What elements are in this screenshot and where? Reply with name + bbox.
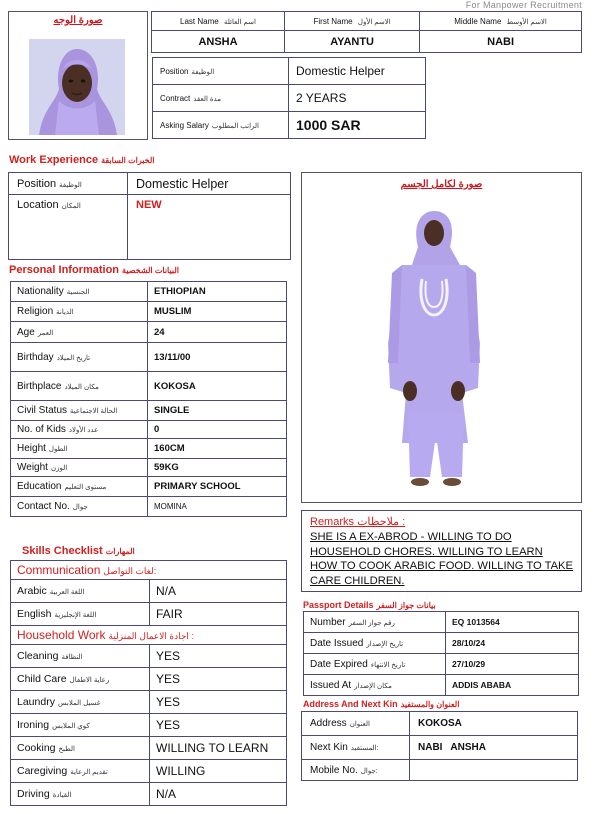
personal-info-value: MOMINA — [148, 497, 287, 517]
address-value: KOKOSA — [410, 712, 578, 736]
language-skill-value: FAIR — [150, 603, 287, 626]
salary-row — [153, 112, 426, 139]
personal-info-label: Weight الوزن — [11, 459, 148, 477]
passport-row — [304, 633, 579, 654]
household-skill-row — [11, 737, 287, 760]
personal-info-label: Contact No. جوال — [11, 497, 148, 517]
personal-info-table — [10, 281, 287, 517]
personal-info-value: KOKOSA — [148, 372, 287, 401]
we-position-label: Position الوظيفة — [9, 173, 128, 195]
personal-info-label: Education مستوى التعليم — [11, 477, 148, 497]
personal-info-label: Age العمر — [11, 322, 148, 343]
job-table — [152, 57, 426, 139]
language-skill-label: Arabic اللغة العربية — [11, 580, 150, 603]
household-skill-label: Child Care رعاية الاطفال — [11, 668, 150, 691]
household-skill-row — [11, 714, 287, 737]
personal-info-row — [11, 372, 287, 401]
personal-info-value: 24 — [148, 322, 287, 343]
personal-info-row — [11, 477, 287, 497]
passport-value: 27/10/29 — [446, 654, 579, 675]
remarks-text: SHE IS A EX-ABROD - WILLING TO DO HOUSEHOLD CHORES. WILLING TO LEARN HOW TO COOK ARABIC FOOD. WILLING TO TAKE CARE CHILDREN. — [310, 531, 573, 587]
passport-label: Date Issued تاريخ الإصدار — [304, 633, 446, 654]
remarks-title: Remarks ملاحظات : — [310, 516, 406, 528]
first-name-value: AYANTU — [285, 31, 420, 53]
skills-table — [10, 560, 287, 806]
address-label: Address العنوان — [302, 712, 410, 736]
personal-info-value: 13/11/00 — [148, 343, 287, 372]
household-skill-value: YES — [150, 691, 287, 714]
salary-value: 1000 SAR — [289, 112, 426, 139]
job-position-value: Domestic Helper — [289, 58, 426, 85]
next-kin-row — [302, 736, 578, 760]
body-photo-title: صورة لكامل الجسم — [400, 179, 483, 190]
mobile-value — [410, 760, 578, 781]
next-kin-label: Next Kin المستفيد: — [302, 736, 410, 760]
we-position-value: Domestic Helper — [128, 173, 291, 195]
household-skill-row — [11, 645, 287, 668]
passport-row — [304, 654, 579, 675]
passport-label: Issued At مكان الإصدار — [304, 675, 446, 696]
household-skill-row — [11, 783, 287, 806]
contract-label: Contract مدة العقد — [153, 85, 289, 112]
personal-info-label: Birthday تاريخ الميلاد — [11, 343, 148, 372]
personal-info-label: Birthplace مكان الميلاد — [11, 372, 148, 401]
personal-info-value: PRIMARY SCHOOL — [148, 477, 287, 497]
job-position-label: Position الوظيفة — [153, 58, 289, 85]
personal-info-value: ETHIOPIAN — [148, 282, 287, 302]
last-name-value: ANSHA — [152, 31, 285, 53]
personal-info-row — [11, 401, 287, 421]
household-skill-label: Cooking الطبخ — [11, 737, 150, 760]
contract-value: 2 YEARS — [289, 85, 426, 112]
mobile-row — [302, 760, 578, 781]
household-skill-label: Driving القيادة — [11, 783, 150, 806]
passport-value: EQ 1013564 — [446, 612, 579, 633]
language-skill-label: English اللغة الإنجليزية — [11, 603, 150, 626]
we-location-label: Location المكان — [9, 195, 128, 260]
passport-row — [304, 612, 579, 633]
work-experience-title: Work Experience الخبرات السابقة — [9, 154, 155, 166]
passport-label: Date Expired تاريخ الانتهاء — [304, 654, 446, 675]
contract-row — [153, 85, 426, 112]
passport-label: Number رقم جواز السفر — [304, 612, 446, 633]
personal-info-value: MUSLIM — [148, 302, 287, 322]
personal-info-row — [11, 421, 287, 439]
first-name-label: First Name الاسم الأول — [285, 12, 420, 31]
company-tagline: For Manpower Recruitment — [465, 0, 582, 10]
household-skill-value: WILLING — [150, 760, 287, 783]
personal-info-row — [11, 302, 287, 322]
next-kin-value: NABI ANSHA — [410, 736, 578, 760]
personal-info-row — [11, 322, 287, 343]
communication-heading: Communication لغات التواصل: — [11, 561, 287, 580]
household-skill-row — [11, 760, 287, 783]
mobile-label: Mobile No. جوال: — [302, 760, 410, 781]
passport-value: ADDIS ABABA — [446, 675, 579, 696]
passport-title: Passport Details بيانات جواز السفر — [303, 600, 436, 610]
passport-row — [304, 675, 579, 696]
personal-info-title: Personal Information البيانات الشخصية — [9, 264, 179, 276]
address-kin-title: Address And Next Kin العنوان والمستفيد — [303, 699, 460, 709]
personal-info-row — [11, 497, 287, 517]
personal-info-row — [11, 282, 287, 302]
household-skill-value: N/A — [150, 783, 287, 806]
household-skill-row — [11, 691, 287, 714]
face-photo — [29, 39, 125, 135]
body-photo — [362, 203, 512, 488]
face-photo-box — [8, 11, 148, 140]
personal-info-label: Height الطول — [11, 439, 148, 459]
personal-info-label: Religion الديانة — [11, 302, 148, 322]
skills-title: Skills Checklist المهارات — [22, 545, 135, 557]
body-photo-box — [301, 172, 582, 503]
household-skill-value: YES — [150, 668, 287, 691]
personal-info-label: No. of Kids عدد الأولاد — [11, 421, 148, 439]
personal-info-value: 0 — [148, 421, 287, 439]
household-skill-value: WILLING TO LEARN — [150, 737, 287, 760]
language-skill-row — [11, 603, 287, 626]
language-skill-value: N/A — [150, 580, 287, 603]
personal-info-value: SINGLE — [148, 401, 287, 421]
household-skill-label: Cleaning النظافة — [11, 645, 150, 668]
middle-name-label: Middle Name الاسم الأوسط — [420, 12, 582, 31]
personal-info-value: 160CM — [148, 439, 287, 459]
job-position-row — [153, 58, 426, 85]
salary-label: Asking Salary الراتب المطلوب — [153, 112, 289, 139]
personal-info-row — [11, 343, 287, 372]
personal-info-label: Civil Status الحالة الاجتماعية — [11, 401, 148, 421]
personal-info-value: 59KG — [148, 459, 287, 477]
we-location-value: NEW — [128, 195, 291, 260]
names-table — [151, 11, 582, 53]
work-experience-table — [8, 172, 291, 260]
household-heading-row — [11, 626, 287, 645]
last-name-label: Last Name اسم العائلة — [152, 12, 285, 31]
passport-value: 28/10/24 — [446, 633, 579, 654]
address-row — [302, 712, 578, 736]
address-kin-table — [301, 711, 578, 781]
household-skill-value: YES — [150, 645, 287, 668]
personal-info-row — [11, 459, 287, 477]
household-skill-value: YES — [150, 714, 287, 737]
face-photo-title: صورة الوجه — [53, 15, 103, 26]
household-heading: Household Work اجادة الاعمال المنزلية : — [11, 626, 287, 645]
passport-table — [303, 611, 579, 696]
household-skill-label: Caregiving تقديم الرعاية — [11, 760, 150, 783]
personal-info-label: Nationality الجنسية — [11, 282, 148, 302]
household-skill-row — [11, 668, 287, 691]
remarks-box — [301, 510, 582, 592]
language-skill-row — [11, 580, 287, 603]
household-skill-label: Laundry غسيل الملابس — [11, 691, 150, 714]
personal-info-row — [11, 439, 287, 459]
middle-name-value: NABI — [420, 31, 582, 53]
household-skill-label: Ironing كوي الملابس — [11, 714, 150, 737]
